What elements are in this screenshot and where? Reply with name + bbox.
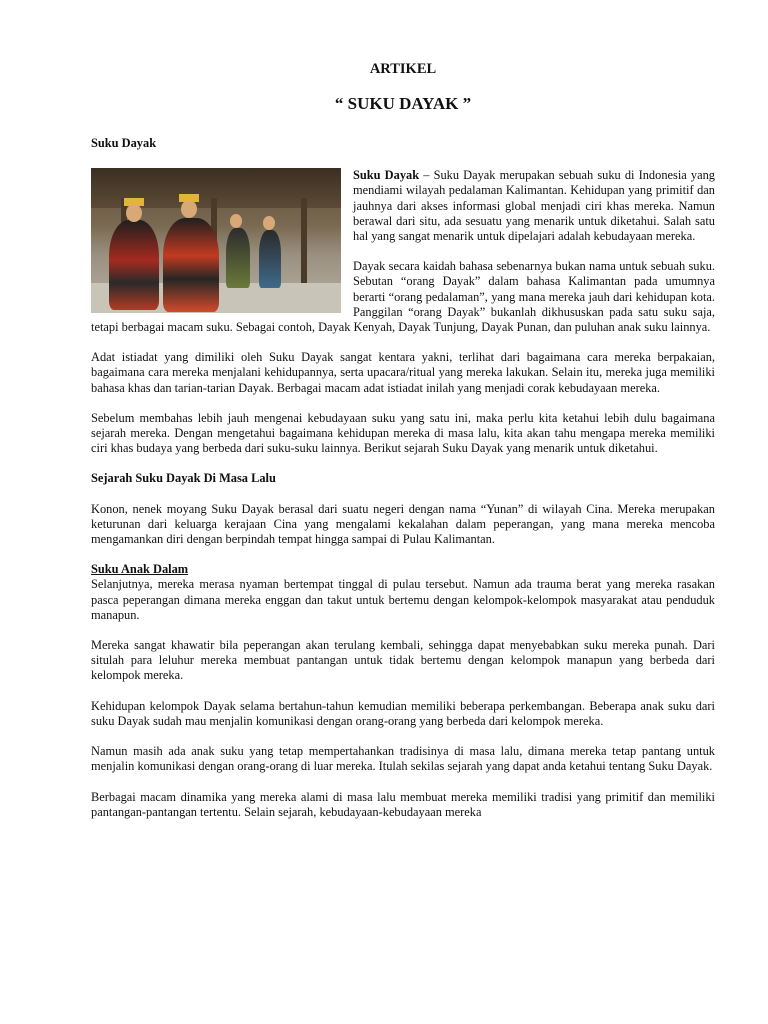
document-title: ARTIKEL [369,61,437,77]
article-subtitle: “ SUKU DAYAK ” [334,94,472,113]
paragraph-10: Berbagai macam dinamika yang mereka alami di masa lalu membuat mereka memiliki tradisi yang primitif dan memiliki pantangan-pantangan tertentu. Selain sejarah, kebudayaan-kebudayaan mereka [91,789,715,819]
section-heading-suku-anak-dalam: Suku Anak Dalam [91,562,189,577]
intro-bold-term: Suku Dayak [353,168,420,183]
paragraph-7: Mereka sangat khawatir bila peperangan akan terulang kembali, sehingga dapat menyebabkan suku mereka punah. Dari situlah para leluhur mereka membuat pantangan untuk tidak bertemu dengan kelompok manapun yang berbeda dari kelompok mereka. [91,638,715,683]
paragraph-3: Adat istiadat yang dimiliki oleh Suku Dayak sangat kentara yakni, terlihat dari bagaimana cara mereka berpakaian, bagaimana cara mereka menjalani kehidupannya, serta upacara/ritual yang mereka lakukan. Selain itu, mereka juga memiliki bahasa khas dan tarian-tarian Dayak. Berbagai macam adat istiadat inilah yang menjadi corak kebudayaan mereka. [91,350,715,395]
paragraph-6: Selanjutnya, mereka merasa nyaman bertempat tinggal di pulau tersebut. Namun ada trauma berat yang mereka rasakan pasca peperangan dimana mereka enggan dan takut untuk bertemu dengan kelompok-kelompok masyarakat atau penduduk manapun. [91,577,715,622]
paragraph-4: Sebelum membahas lebih jauh mengenai kebudayaan suku yang satu ini, maka perlu kita ketahui lebih dulu bagaimana sejarah mereka. Dengan mengetahui bagaimana kehidupan mereka di masa lalu, kita akan tahu mengapa mereka memiliki ciri khas budaya yang berbeda dari suku-suku lainnya. Berikut sejarah Suku Dayak yang menarik untuk diketahui. [91,410,715,456]
section-heading-suku-dayak: Suku Dayak [91,136,157,150]
paragraph-9: Namun masih ada anak suku yang tetap mempertahankan tradisinya di masa lalu, dimana mereka tetap pantang untuk menjalin komunikasi dengan orang-orang di luar mereka. Itulah sekilas sejarah yang dapat anda ketahui tentang Suku Dayak. [91,744,715,774]
paragraph-8: Kehidupan kelompok Dayak selama bertahun-tahun kemudian memiliki beberapa perkembangan. Beberapa anak suku dari suku Dayak sudah mau menjalin komunikasi dengan orang-orang yang berbeda dari kelompok mereka. [91,698,715,728]
intro-text: – Suku Dayak merupakan sebuah suku di Indonesia yang mendiami wilayah pedalaman Kalimantan. Kehidupan yang primitif dan jauhnya dari akses informasi global menjadi ciri khas mereka. Namun berawal dari situ, ada sesuatu yang menarik untuk diketahui. Salah satu hal yang sangat menarik untuk dipelajari adalah kebudayaan mereka. [353,168,715,244]
article-body [91,62,715,820]
section-heading-sejarah: Sejarah Suku Dayak Di Masa Lalu [91,471,276,486]
paragraph-5: Konon, nenek moyang Suku Dayak berasal dari suatu negeri dengan nama “Yunan” di wilayah Cina. Mereka merupakan keturunan dari keluarga kerajaan Cina yang mengalami kekalahan dalam peperangan, yang mana mereka mencoba mengamankan diri dengan berpindah tempat hingga sampai di Pulau Kalimantan. [91,501,715,547]
dayak-children-photo [91,168,341,313]
paragraph-2: Dayak secara kaidah bahasa sebenarnya bukan nama untuk sebuah suku. Sebutan “orang Dayak” dalam bahasa Kalimantan pada umumnya berarti “orang pedalaman”, yang mana mereka jauh dari kehidupan kota. Panggilan “orang Dayak” bukanlah dikhususkan pada satu suku saja, tetapi berbagai macam suku. Sebagai contoh, Dayak Kenyah, Dayak Tunjung, Dayak Punan, dan puluhan anak suku lainnya. [91,259,715,335]
